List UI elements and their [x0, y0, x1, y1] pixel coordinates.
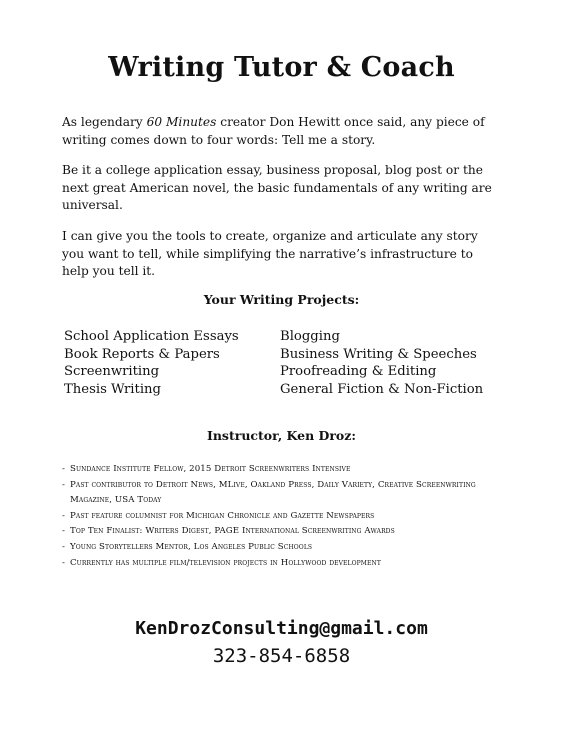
intro-p1-start: As legendary	[62, 115, 147, 129]
intro-paragraph-2: Be it a college application essay, business proposal, blog post or the next great American novel, the basic fundamentals of any writing are universal.	[62, 163, 492, 213]
credential-item	[62, 509, 502, 525]
project-item: School Application Essays	[64, 329, 239, 344]
credential-text: Past contributor to Detroit News, MLive, Oakland Press, Daily Variety, Creative Screenwriting Magazine, USA Today	[70, 479, 476, 506]
intro-p1-end: creator Don Hewitt once said, any piece of writing comes down to four words: Tell me a story.	[62, 115, 485, 147]
contact-phone: 323-854-6858	[212, 645, 351, 667]
project-item: Book Reports & Papers	[64, 346, 220, 362]
project-item: Business Writing & Speeches	[280, 346, 477, 362]
credentials-list	[62, 462, 502, 571]
list-dash: -	[62, 479, 66, 490]
credential-item	[62, 462, 502, 478]
instructor-heading: Instructor, Ken Droz:	[207, 428, 356, 443]
projects-list	[64, 328, 504, 398]
credential-item	[62, 478, 502, 509]
project-item: Thesis Writing	[64, 381, 161, 397]
list-dash: -	[62, 510, 66, 521]
credential-text: Top Ten Finalist: Writers Digest, PAGE International Screenwriting Awards	[70, 526, 395, 537]
projects-heading: Your Writing Projects:	[203, 292, 360, 307]
project-item: Proofreading & Editing	[280, 364, 437, 380]
project-item: Blogging	[280, 329, 340, 344]
contact-email: KenDrozConsulting@gmail.com	[135, 618, 428, 639]
credential-text: Currently has multiple film/television projects in Hollywood development	[70, 557, 381, 568]
list-dash: -	[62, 541, 66, 552]
credential-item	[62, 524, 502, 540]
project-item: General Fiction & Non-Fiction	[280, 381, 484, 397]
project-item: Screenwriting	[64, 364, 160, 380]
credential-text: Sundance Institute Fellow, 2015 Detroit Screenwriters Intensive	[70, 464, 351, 474]
credential-text: Past feature columnist for Michigan Chronicle and Gazette Newspapers	[70, 510, 375, 521]
credential-item	[62, 540, 502, 556]
show-name: 60 Minutes	[146, 115, 217, 129]
credential-item	[62, 556, 502, 572]
list-dash: -	[62, 464, 66, 474]
list-dash: -	[62, 557, 66, 568]
credential-text: Young Storytellers Mentor, Los Angeles Public Schools	[70, 541, 313, 552]
list-dash: -	[62, 526, 66, 537]
intro-paragraph-1	[62, 114, 502, 149]
page-title: Writing Tutor & Coach	[108, 52, 455, 83]
intro-paragraph-3: I can give you the tools to create, organize and articulate any story you want to tell, while simplifying the narrative’s infrastructure to help you tell it.	[62, 229, 478, 279]
